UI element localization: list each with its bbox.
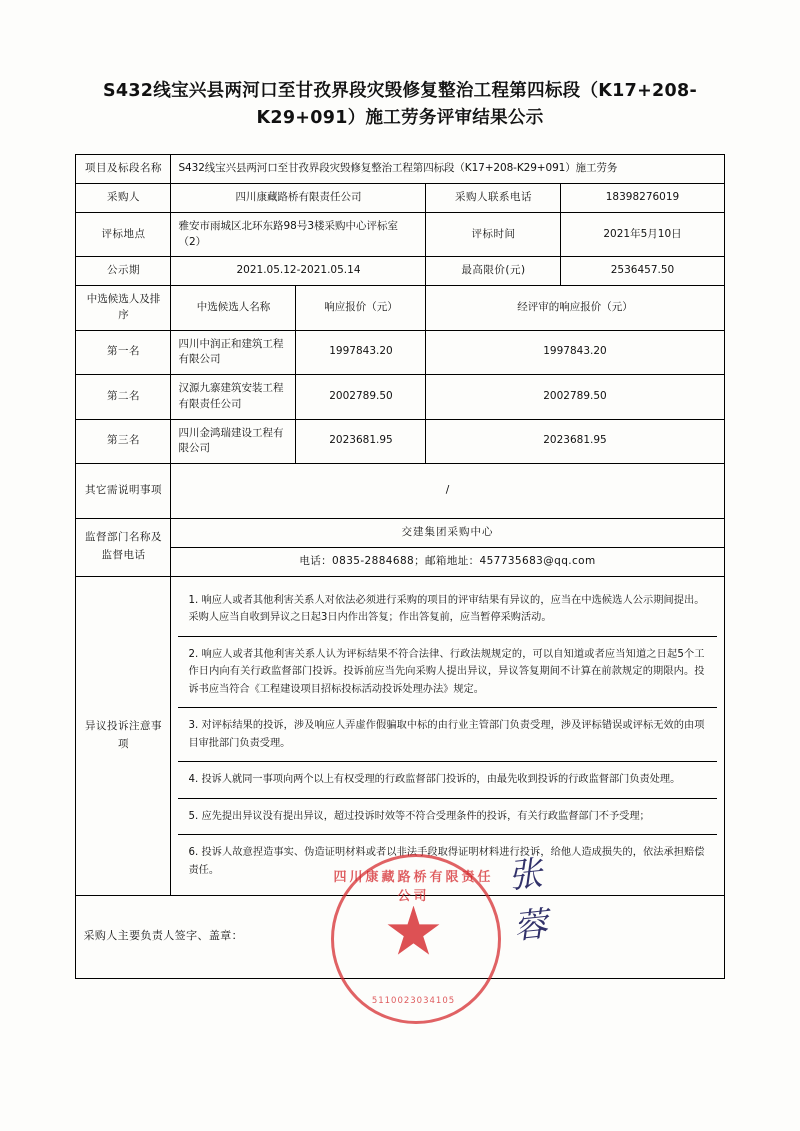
max-price-label: 最高限价(元) <box>426 257 561 286</box>
table-row <box>76 330 724 375</box>
supervisor-label: 监督部门名称及监督电话 <box>76 519 171 577</box>
table-row-supervisor <box>76 519 724 548</box>
candidate-reviewed-quote: 2002789.50 <box>426 375 724 420</box>
bid-place-value: 雅安市雨城区北环东路98号3楼采购中心评标室（2） <box>171 212 426 257</box>
table-row <box>76 419 724 464</box>
candidate-reviewed-quote: 2023681.95 <box>426 419 724 464</box>
page-title: S432线宝兴县两河口至甘孜界段灾毁修复整治工程第四标段（K17+208-K29+091）施工劳务评审结果公示 <box>102 81 698 129</box>
complaint-note-item: 3. 对评标结果的投诉，涉及响应人弄虚作假骗取中标的由行业主管部门负责受理，涉及评标错误或评标无效的由项目审批部门负责受理。 <box>178 708 716 762</box>
supervisor-contact: 电话：0835-2884688；邮箱地址：457735683@qq.com <box>171 547 724 576</box>
stamp-bottom-text: 5110023034105 <box>371 995 456 1006</box>
star-icon <box>386 906 440 960</box>
complaint-note-item: 5. 应先提出异议没有提出异议，超过投诉时效等不符合受理条件的投诉，有关行政监督部门不予受理； <box>178 798 716 835</box>
handwritten-signature: 张蓉 <box>506 852 551 948</box>
table-row-candidates-header <box>76 286 724 331</box>
complaint-note-item: 2. 响应人或者其他利害关系人认为评标结果不符合法律、行政法规规定的，可以自知道或者应当知道之日起5个工作日内向有关行政监督部门投诉。投诉前应当先向采购人提出异议，异议答复期间不计算在前款规定的期限内。投诉书应当符合《工程建设项目招标投标活动投诉处理办法》规定。 <box>178 636 716 708</box>
table-row-project <box>76 155 724 184</box>
table-row-signature <box>76 895 724 978</box>
candidate-quote: 1997843.20 <box>296 330 426 375</box>
table-row-complaint <box>76 576 724 895</box>
complaint-notes <box>171 576 724 895</box>
table-row-other <box>76 464 724 519</box>
bid-place-label: 评标地点 <box>76 212 171 257</box>
table-row <box>76 375 724 420</box>
table-row-supervisor-contact <box>76 547 724 576</box>
max-price-value: 2536457.50 <box>561 257 724 286</box>
candidate-quote: 2023681.95 <box>296 419 426 464</box>
candidate-quote: 2002789.50 <box>296 375 426 420</box>
purchaser-phone-label: 采购人联系电话 <box>426 184 561 213</box>
complaint-note-item: 4. 投诉人就同一事项向两个以上有权受理的行政监督部门投诉的，由最先收到投诉的行政监督部门负责处理。 <box>178 762 716 799</box>
project-value: S432线宝兴县两河口至甘孜界段灾毁修复整治工程第四标段（K17+208-K29+091）施工劳务 <box>171 155 724 184</box>
candidate-name: 汉源九寨建筑安装工程有限责任公司 <box>171 375 296 420</box>
complaint-note-item: 6. 投诉人故意捏造事实、伪造证明材料或者以非法手段取得证明材料进行投诉，给他人造成损失的，依法承担赔偿责任。 <box>188 847 705 876</box>
signature-label: 采购人主要负责人签字、盖章： <box>83 929 244 943</box>
other-value: / <box>171 464 724 519</box>
other-label: 其它需说明事项 <box>76 464 171 519</box>
candidates-label: 中选候选人及排序 <box>76 286 171 331</box>
candidate-rank: 第三名 <box>76 419 171 464</box>
table-row-public-period <box>76 257 724 286</box>
candidate-reviewed-quote: 1997843.20 <box>426 330 724 375</box>
announcement-table <box>75 154 724 1006</box>
quote-header: 响应报价（元） <box>296 286 426 331</box>
candidate-name: 四川金鸿瑞建设工程有限公司 <box>171 419 296 464</box>
candidate-name: 四川中润正和建筑工程有限公司 <box>171 330 296 375</box>
public-period-value: 2021.05.12-2021.05.14 <box>171 257 426 286</box>
supervisor-name: 交建集团采购中心 <box>171 519 724 548</box>
complaint-note-item: 1. 响应人或者其他利害关系人对依法必须进行采购的项目的评审结果有异议的，应当在中选候选人公示期间提出。采购人应当自收到异议之日起3日内作出答复；作出答复前，应当暂停采购活动。 <box>178 583 716 637</box>
purchaser-value: 四川康藏路桥有限责任公司 <box>171 184 426 213</box>
candidate-rank: 第一名 <box>76 330 171 375</box>
purchaser-phone-value: 18398276019 <box>561 184 724 213</box>
reviewed-quote-header: 经评审的响应报价（元） <box>426 286 724 331</box>
bid-time-label: 评标时间 <box>426 212 561 257</box>
table-row-purchaser <box>76 184 724 213</box>
public-period-label: 公示期 <box>76 257 171 286</box>
project-label: 项目及标段名称 <box>76 155 171 184</box>
table-row-bid-place <box>76 212 724 257</box>
candidate-name-header: 中选候选人名称 <box>171 286 296 331</box>
purchaser-label: 采购人 <box>76 184 171 213</box>
complaint-label: 异议投诉注意事项 <box>76 576 171 895</box>
bid-time-value: 2021年5月10日 <box>561 212 724 257</box>
stamp-top-text: 四川康藏路桥有限责任公司 <box>333 869 494 905</box>
candidate-rank: 第二名 <box>76 375 171 420</box>
